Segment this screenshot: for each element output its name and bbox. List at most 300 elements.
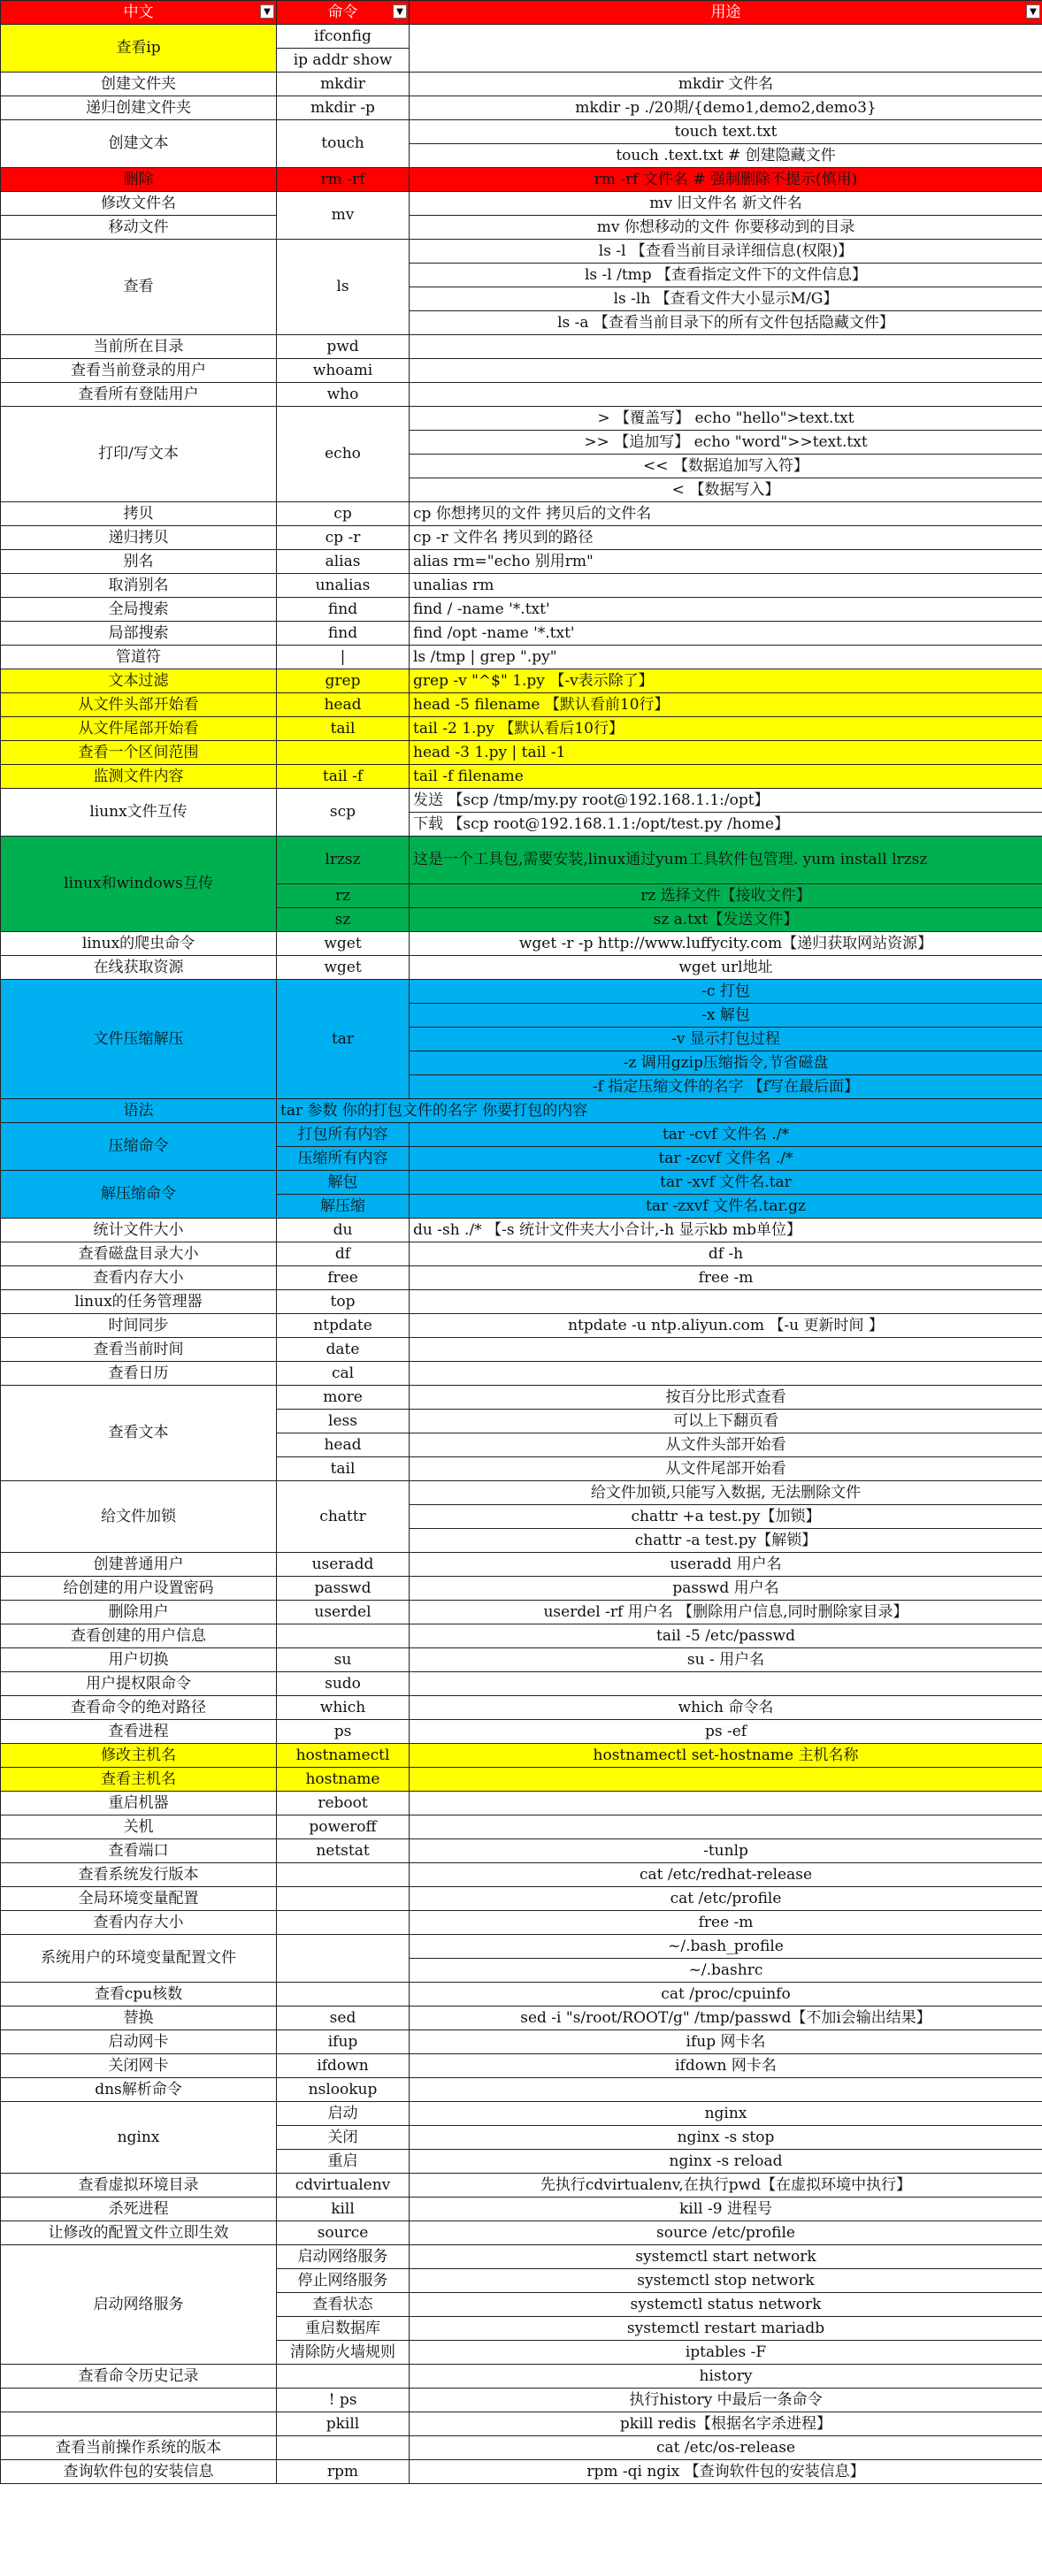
table-cell[interactable]: 查询软件包的安装信息 — [1, 2460, 277, 2484]
table-cell[interactable]: cp 你想拷贝的文件 拷贝后的文件名 — [410, 502, 1042, 526]
header-cell-chinese[interactable] — [1, 1, 277, 25]
table-cell[interactable]: systemctl restart mariadb — [410, 2317, 1042, 2341]
table-cell[interactable]: head -3 1.py | tail -1 — [410, 741, 1042, 765]
table-cell[interactable]: kill -9 进程号 — [410, 2198, 1042, 2221]
table-cell[interactable]: free -m — [410, 1266, 1042, 1290]
table-body — [1, 1, 1042, 2484]
table-cell[interactable]: sz a.txt【发送文件】 — [410, 908, 1042, 932]
table-cell[interactable]: mkdir -p — [277, 96, 410, 120]
table-row — [1, 932, 1042, 956]
table-cell[interactable]: linux的爬虫命令 — [1, 932, 277, 956]
table-cell[interactable]: lrzsz — [277, 837, 410, 884]
table-cell[interactable]: touch .text.txt # 创建隐藏文件 — [410, 144, 1042, 168]
table-row — [1, 1338, 1042, 1362]
table-cell[interactable]: 查看端口 — [1, 1839, 277, 1863]
table-cell[interactable]: mv 旧文件名 新文件名 — [410, 192, 1042, 216]
filter-dropdown-icon[interactable]: ▼ — [393, 4, 407, 19]
table-cell[interactable]: 让修改的配置文件立即生效 — [1, 2221, 277, 2245]
header-label: 用途 — [710, 3, 741, 21]
table-cell[interactable]: hostnamectl set-hostname 主机名称 — [410, 1744, 1042, 1768]
table-cell[interactable]: free -m — [410, 1911, 1042, 1935]
table-cell[interactable] — [410, 1672, 1042, 1696]
table-cell[interactable]: 查看创建的用户信息 — [1, 1624, 277, 1648]
table-cell[interactable]: ifconfig — [277, 25, 410, 49]
table-cell[interactable]: ls -l /tmp 【查看指定文件下的文件信息】 — [410, 264, 1042, 287]
table-cell[interactable]: useradd — [277, 1553, 410, 1577]
table-cell[interactable] — [277, 1911, 410, 1935]
table-cell[interactable]: 用户切换 — [1, 1648, 277, 1672]
table-cell[interactable] — [410, 1768, 1042, 1792]
table-cell[interactable]: su — [277, 1648, 410, 1672]
table-cell[interactable]: < 【数据写入】 — [410, 478, 1042, 502]
table-cell[interactable]: iptables -F — [410, 2341, 1042, 2365]
table-cell[interactable]: rm -rf 文件名 # 强制删除不提示(慎用) — [410, 168, 1042, 192]
table-cell[interactable]: cat /etc/os-release — [410, 2436, 1042, 2460]
table-cell[interactable]: netstat — [277, 1839, 410, 1863]
table-cell[interactable]: mkdir — [277, 73, 410, 96]
table-cell[interactable]: 查看内存大小 — [1, 1266, 277, 1290]
table-cell[interactable]: cdvirtualenv — [277, 2174, 410, 2198]
table-cell[interactable]: 解压缩 — [277, 1195, 410, 1219]
table-cell[interactable]: date — [277, 1338, 410, 1362]
table-cell[interactable]: 从文件头部开始看 — [1, 693, 277, 717]
table-cell[interactable]: 创建普通用户 — [1, 1553, 277, 1577]
table-cell[interactable]: cal — [277, 1362, 410, 1386]
table-cell[interactable]: 解包 — [277, 1171, 410, 1195]
table-cell[interactable]: ntpdate — [277, 1314, 410, 1338]
table-cell[interactable]: | — [277, 646, 410, 669]
table-cell[interactable]: 压缩命令 — [1, 1123, 277, 1171]
table-cell[interactable]: cat /etc/profile — [410, 1887, 1042, 1911]
table-cell[interactable]: useradd 用户名 — [410, 1553, 1042, 1577]
table-cell[interactable]: ip addr show — [277, 49, 410, 73]
table-cell[interactable]: ifup — [277, 2030, 410, 2054]
table-cell[interactable]: -z 调用gzip压缩指令,节省磁盘 — [410, 1051, 1042, 1075]
table-cell[interactable]: chattr -a test.py【解锁】 — [410, 1529, 1042, 1553]
table-cell[interactable]: 查看状态 — [277, 2293, 410, 2317]
table-cell[interactable]: 查看ip — [1, 25, 277, 73]
table-cell[interactable] — [410, 359, 1042, 383]
table-cell[interactable] — [410, 1338, 1042, 1362]
table-cell[interactable]: 打印/写文本 — [1, 407, 277, 502]
table-cell[interactable]: 监测文件内容 — [1, 765, 277, 789]
table-cell[interactable]: ~/.bash_profile — [410, 1935, 1042, 1959]
table-cell[interactable]: systemctl status network — [410, 2293, 1042, 2317]
table-cell[interactable]: rz 选择文件【接收文件】 — [410, 884, 1042, 908]
table-cell[interactable]: 从文件尾部开始看 — [410, 1457, 1042, 1481]
table-cell[interactable]: 文件压缩解压 — [1, 980, 277, 1099]
table-row — [1, 1863, 1042, 1887]
table-cell[interactable]: 查看当前操作系统的版本 — [1, 2436, 277, 2460]
table-cell[interactable]: 系统用户的环境变量配置文件 — [1, 1935, 277, 1983]
table-cell[interactable]: 执行history 中最后一条命令 — [410, 2389, 1042, 2412]
table-cell[interactable]: alias — [277, 550, 410, 574]
table-cell[interactable]: ls -a 【查看当前目录下的所有文件包括隐藏文件】 — [410, 311, 1042, 335]
table-cell[interactable]: touch — [277, 120, 410, 168]
table-cell[interactable]: echo — [277, 407, 410, 502]
table-cell[interactable]: 查看内存大小 — [1, 1911, 277, 1935]
table-cell[interactable]: 删除用户 — [1, 1601, 277, 1624]
table-cell[interactable]: rpm -qi ngix 【查询软件包的安装信息】 — [410, 2460, 1042, 2484]
table-cell[interactable]: > 【覆盖写】 echo "hello">text.txt — [410, 407, 1042, 431]
table-cell[interactable]: unalias rm — [410, 574, 1042, 598]
filter-dropdown-icon[interactable]: ▼ — [1026, 4, 1040, 19]
table-cell[interactable]: pkill redis【根据名字杀进程】 — [410, 2412, 1042, 2436]
table-cell[interactable]: mkdir 文件名 — [410, 73, 1042, 96]
table-row — [1, 2030, 1042, 2054]
table-cell[interactable]: 从文件尾部开始看 — [1, 717, 277, 741]
table-cell[interactable]: grep -v "^$" 1.py 【-v表示除了】 — [410, 669, 1042, 693]
table-cell[interactable] — [277, 2365, 410, 2389]
table-cell[interactable]: tar -zxvf 文件名.tar.gz — [410, 1195, 1042, 1219]
table-cell[interactable]: 查看磁盘目录大小 — [1, 1242, 277, 1266]
table-cell[interactable]: 停止网络服务 — [277, 2269, 410, 2293]
table-row — [1, 120, 1042, 144]
table-cell[interactable]: 打包所有内容 — [277, 1123, 410, 1147]
table-cell[interactable]: find — [277, 622, 410, 646]
table-cell[interactable]: who — [277, 383, 410, 407]
table-cell[interactable]: ! ps — [277, 2389, 410, 2412]
table-cell[interactable]: source /etc/profile — [410, 2221, 1042, 2245]
table-cell[interactable]: wget url地址 — [410, 956, 1042, 980]
table-cell[interactable]: tail — [277, 1457, 410, 1481]
table-cell[interactable] — [410, 335, 1042, 359]
table-row — [1, 1911, 1042, 1935]
table-cell[interactable]: cp — [277, 502, 410, 526]
table-row — [1, 502, 1042, 526]
table-cell[interactable]: 管道符 — [1, 646, 277, 669]
table-cell[interactable] — [277, 1935, 410, 1983]
table-cell[interactable]: 启动网络服务 — [1, 2245, 277, 2365]
table-cell[interactable]: ls /tmp | grep ".py" — [410, 646, 1042, 669]
table-cell[interactable]: >> 【追加写】 echo "word">>text.txt — [410, 431, 1042, 455]
table-cell[interactable]: more — [277, 1386, 410, 1410]
table-cell[interactable]: 创建文本 — [1, 120, 277, 168]
table-cell[interactable]: 语法 — [1, 1099, 277, 1123]
table-cell[interactable]: 重启机器 — [1, 1792, 277, 1815]
table-cell[interactable]: 全局环境变量配置 — [1, 1887, 277, 1911]
table-cell[interactable]: reboot — [277, 1792, 410, 1815]
table-cell[interactable]: 发送 【scp /tmp/my.py root@192.168.1.1:/opt】 — [410, 789, 1042, 813]
table-cell[interactable]: du — [277, 1219, 410, 1242]
table-cell[interactable]: head — [277, 693, 410, 717]
table-cell[interactable]: 先执行cdvirtualenv,在执行pwd【在虚拟环境中执行】 — [410, 2174, 1042, 2198]
table-row — [1, 1624, 1042, 1648]
table-cell[interactable]: 查看文本 — [1, 1386, 277, 1481]
table-row — [1, 1815, 1042, 1839]
table-cell[interactable]: -tunlp — [410, 1839, 1042, 1863]
table-cell[interactable]: ps — [277, 1720, 410, 1744]
table-cell[interactable]: userdel -rf 用户名 【删除用户信息,同时删除家目录】 — [410, 1601, 1042, 1624]
table-cell[interactable]: nginx — [410, 2102, 1042, 2126]
table-cell[interactable]: 修改文件名 — [1, 192, 277, 216]
table-row — [1, 2412, 1042, 2436]
table-cell[interactable]: rpm — [277, 2460, 410, 2484]
table-cell[interactable]: -x 解包 — [410, 1004, 1042, 1028]
table-cell[interactable]: dns解析命令 — [1, 2078, 277, 2102]
table-cell[interactable]: tail -5 /etc/passwd — [410, 1624, 1042, 1648]
table-cell[interactable]: 查看日历 — [1, 1362, 277, 1386]
table-cell[interactable]: ~/.bashrc — [410, 1959, 1042, 1983]
table-cell[interactable]: 按百分比形式查看 — [410, 1386, 1042, 1410]
table-cell[interactable]: 关闭 — [277, 2126, 410, 2150]
table-cell[interactable]: tar — [277, 980, 410, 1099]
table-cell[interactable]: unalias — [277, 574, 410, 598]
table-cell[interactable] — [277, 1983, 410, 2007]
table-cell[interactable]: chattr +a test.py【加锁】 — [410, 1505, 1042, 1529]
table-row — [1, 1696, 1042, 1720]
table-cell[interactable]: find /opt -name '*.txt' — [410, 622, 1042, 646]
table-row — [1, 669, 1042, 693]
table-cell[interactable]: 启动网卡 — [1, 2030, 277, 2054]
table-cell[interactable]: rz — [277, 884, 410, 908]
table-cell[interactable]: find / -name '*.txt' — [410, 598, 1042, 622]
header-label: 中文 — [123, 3, 154, 21]
table-cell[interactable] — [1, 2389, 277, 2412]
table-cell[interactable]: 取消别名 — [1, 574, 277, 598]
table-cell[interactable]: 查看cpu核数 — [1, 1983, 277, 2007]
table-cell[interactable]: 查看所有登陆用户 — [1, 383, 277, 407]
table-row — [1, 1792, 1042, 1815]
table-cell[interactable]: pwd — [277, 335, 410, 359]
table-cell[interactable]: linux的任务管理器 — [1, 1290, 277, 1314]
table-cell[interactable]: wget — [277, 956, 410, 980]
table-row — [1, 383, 1042, 407]
table-cell[interactable]: 递归创建文件夹 — [1, 96, 277, 120]
table-row — [1, 1648, 1042, 1672]
table-cell[interactable] — [277, 1863, 410, 1887]
table-cell[interactable]: passwd — [277, 1577, 410, 1601]
table-cell[interactable]: df -h — [410, 1242, 1042, 1266]
table-cell[interactable]: top — [277, 1290, 410, 1314]
table-row — [1, 1839, 1042, 1863]
table-cell[interactable] — [410, 2078, 1042, 2102]
table-cell[interactable]: chattr — [277, 1481, 410, 1553]
table-cell[interactable]: alias rm="echo 别用rm" — [410, 550, 1042, 574]
table-cell[interactable]: df — [277, 1242, 410, 1266]
table-cell[interactable]: 查看命令历史记录 — [1, 2365, 277, 2389]
table-cell[interactable]: head — [277, 1433, 410, 1457]
table-cell[interactable]: pkill — [277, 2412, 410, 2436]
table-cell[interactable]: cp -r 文件名 拷贝到的路径 — [410, 526, 1042, 550]
table-cell[interactable]: 可以上下翻页看 — [410, 1410, 1042, 1433]
table-cell[interactable]: poweroff — [277, 1815, 410, 1839]
table-cell[interactable]: 局部搜索 — [1, 622, 277, 646]
table-cell[interactable]: 查看虚拟环境目录 — [1, 2174, 277, 2198]
table-cell[interactable]: 查看进程 — [1, 1720, 277, 1744]
table-cell[interactable]: cat /etc/redhat-release — [410, 1863, 1042, 1887]
table-cell[interactable]: userdel — [277, 1601, 410, 1624]
table-cell[interactable]: passwd 用户名 — [410, 1577, 1042, 1601]
table-cell[interactable]: 重启 — [277, 2150, 410, 2174]
table-cell[interactable]: ifdown — [277, 2054, 410, 2078]
table-cell[interactable]: which 命令名 — [410, 1696, 1042, 1720]
table-cell[interactable]: grep — [277, 669, 410, 693]
table-cell[interactable]: mv 你想移动的文件 你要移动到的目录 — [410, 216, 1042, 240]
table-cell[interactable]: liunx文件互传 — [1, 789, 277, 837]
table-cell[interactable]: nginx -s reload — [410, 2150, 1042, 2174]
table-cell[interactable]: tar -zcvf 文件名 ./* — [410, 1147, 1042, 1171]
table-cell[interactable]: systemctl start network — [410, 2245, 1042, 2269]
table-row — [1, 168, 1042, 192]
table-cell[interactable]: source — [277, 2221, 410, 2245]
table-row — [1, 1266, 1042, 1290]
table-cell[interactable]: nginx -s stop — [410, 2126, 1042, 2150]
table-cell[interactable]: 当前所在目录 — [1, 335, 277, 359]
table-cell[interactable]: 移动文件 — [1, 216, 277, 240]
table-cell[interactable]: << 【数据追加写入符】 — [410, 455, 1042, 478]
table-row — [1, 717, 1042, 741]
table-cell[interactable]: 杀死进程 — [1, 2198, 277, 2221]
table-cell[interactable]: free — [277, 1266, 410, 1290]
table-cell[interactable]: 删除 — [1, 168, 277, 192]
table-cell[interactable]: su - 用户名 — [410, 1648, 1042, 1672]
table-cell[interactable] — [410, 25, 1042, 73]
table-row — [1, 216, 1042, 240]
table-cell[interactable]: 这是一个工具包,需要安装,linux通过yum工具软件包管理. yum install lrzsz — [410, 837, 1042, 884]
table-cell[interactable]: 给文件加锁,只能写入数据, 无法删除文件 — [410, 1481, 1042, 1505]
header-cell-command[interactable] — [277, 1, 410, 25]
table-cell[interactable]: 时间同步 — [1, 1314, 277, 1338]
table-cell[interactable]: 关机 — [1, 1815, 277, 1839]
table-cell[interactable]: 修改主机名 — [1, 1744, 277, 1768]
table-cell[interactable]: ls — [277, 240, 410, 335]
table-cell[interactable]: hostnamectl — [277, 1744, 410, 1768]
table-cell[interactable]: whoami — [277, 359, 410, 383]
table-cell[interactable]: 递归拷贝 — [1, 526, 277, 550]
table-cell[interactable]: kill — [277, 2198, 410, 2221]
table-cell[interactable]: tar 参数 你的打包文件的名字 你要打包的内容 — [277, 1099, 1042, 1123]
table-cell[interactable]: 清除防火墙规则 — [277, 2341, 410, 2365]
table-cell[interactable]: cat /proc/cpuinfo — [410, 1983, 1042, 2007]
table-cell[interactable] — [277, 1624, 410, 1648]
table-cell[interactable]: 压缩所有内容 — [277, 1147, 410, 1171]
table-cell[interactable]: less — [277, 1410, 410, 1433]
table-row — [1, 741, 1042, 765]
table-cell[interactable]: sz — [277, 908, 410, 932]
table-row — [1, 1099, 1042, 1123]
table-cell[interactable]: ntpdate -u ntp.aliyun.com 【-u 更新时间 】 — [410, 1314, 1042, 1338]
table-cell[interactable]: hostname — [277, 1768, 410, 1792]
table-cell[interactable]: 查看当前时间 — [1, 1338, 277, 1362]
filter-dropdown-icon[interactable]: ▼ — [260, 4, 274, 19]
table-cell[interactable]: 别名 — [1, 550, 277, 574]
table-cell[interactable]: rm -rf — [277, 168, 410, 192]
table-row — [1, 1219, 1042, 1242]
table-cell[interactable]: 重启数据库 — [277, 2317, 410, 2341]
table-cell[interactable] — [410, 1290, 1042, 1314]
table-cell[interactable]: tail -f — [277, 765, 410, 789]
table-cell[interactable] — [277, 2436, 410, 2460]
table-cell[interactable]: nslookup — [277, 2078, 410, 2102]
table-cell[interactable]: 文本过滤 — [1, 669, 277, 693]
table-cell[interactable]: 查看系统发行版本 — [1, 1863, 277, 1887]
table-cell[interactable]: mkdir -p ./20期/{demo1,demo2,demo3} — [410, 96, 1042, 120]
table-cell[interactable]: 统计文件大小 — [1, 1219, 277, 1242]
table-cell[interactable] — [410, 1362, 1042, 1386]
table-cell[interactable]: tail -f filename — [410, 765, 1042, 789]
table-cell[interactable]: 创建文件夹 — [1, 73, 277, 96]
table-cell[interactable] — [410, 1815, 1042, 1839]
table-cell[interactable] — [277, 741, 410, 765]
table-cell[interactable]: 从文件头部开始看 — [410, 1433, 1042, 1457]
table-cell[interactable]: ifup 网卡名 — [410, 2030, 1042, 2054]
table-cell[interactable]: 查看 — [1, 240, 277, 335]
table-cell[interactable]: ps -ef — [410, 1720, 1042, 1744]
table-cell[interactable]: which — [277, 1696, 410, 1720]
table-cell[interactable]: mv — [277, 192, 410, 240]
table-cell[interactable]: 下载 【scp root@192.168.1.1:/opt/test.py /home】 — [410, 813, 1042, 837]
table-cell[interactable]: tail — [277, 717, 410, 741]
table-cell[interactable]: wget -r -p http://www.luffycity.com【递归获取网站资源】 — [410, 932, 1042, 956]
table-row — [1, 1672, 1042, 1696]
table-cell[interactable]: history — [410, 2365, 1042, 2389]
table-cell[interactable]: 拷贝 — [1, 502, 277, 526]
table-cell[interactable] — [1, 2412, 277, 2436]
table-cell[interactable]: 解压缩命令 — [1, 1171, 277, 1219]
table-cell[interactable]: systemctl stop network — [410, 2269, 1042, 2293]
table-cell[interactable]: tar -xvf 文件名.tar — [410, 1171, 1042, 1195]
table-row — [1, 2365, 1042, 2389]
table-cell[interactable]: sed — [277, 2007, 410, 2030]
table-cell[interactable]: touch text.txt — [410, 120, 1042, 144]
table-cell[interactable]: -c 打包 — [410, 980, 1042, 1004]
table-cell[interactable]: ifdown 网卡名 — [410, 2054, 1042, 2078]
table-row — [1, 622, 1042, 646]
table-cell[interactable]: nginx — [1, 2102, 277, 2174]
table-cell[interactable]: 用户提权限命令 — [1, 1672, 277, 1696]
table-cell[interactable]: 在线获取资源 — [1, 956, 277, 980]
table-row — [1, 1601, 1042, 1624]
table-cell[interactable]: 查看当前登录的用户 — [1, 359, 277, 383]
table-cell[interactable]: wget — [277, 932, 410, 956]
table-cell[interactable]: 查看一个区间范围 — [1, 741, 277, 765]
table-cell[interactable]: tail -2 1.py 【默认看后10行】 — [410, 717, 1042, 741]
table-row — [1, 550, 1042, 574]
table-cell[interactable]: scp — [277, 789, 410, 837]
table-cell[interactable]: 给创建的用户设置密码 — [1, 1577, 277, 1601]
table-cell[interactable]: 关闭网卡 — [1, 2054, 277, 2078]
table-cell[interactable]: 给文件加锁 — [1, 1481, 277, 1553]
table-cell[interactable]: -v 显示打包过程 — [410, 1028, 1042, 1051]
header-cell-usage[interactable] — [410, 1, 1042, 25]
table-cell[interactable]: 全局搜索 — [1, 598, 277, 622]
table-cell[interactable]: 替换 — [1, 2007, 277, 2030]
table-cell[interactable]: 查看命令的绝对路径 — [1, 1696, 277, 1720]
table-cell[interactable]: find — [277, 598, 410, 622]
table-cell[interactable]: 启动网络服务 — [277, 2245, 410, 2269]
table-row — [1, 1386, 1042, 1410]
table-cell[interactable]: 启动 — [277, 2102, 410, 2126]
table-cell[interactable] — [277, 1887, 410, 1911]
table-cell[interactable]: sudo — [277, 1672, 410, 1696]
table-cell[interactable] — [410, 1792, 1042, 1815]
table-cell[interactable]: ls -lh 【查看文件大小显示M/G】 — [410, 287, 1042, 311]
table-cell[interactable] — [410, 383, 1042, 407]
table-row — [1, 574, 1042, 598]
table-cell[interactable]: cp -r — [277, 526, 410, 550]
table-cell[interactable]: 查看主机名 — [1, 1768, 277, 1792]
table-cell[interactable]: -f 指定压缩文件的名字 【f写在最后面】 — [410, 1075, 1042, 1099]
table-cell[interactable]: sed -i "s/root/ROOT/g" /tmp/passwd【不加i会输出结果】 — [410, 2007, 1042, 2030]
table-cell[interactable]: head -5 filename 【默认看前10行】 — [410, 693, 1042, 717]
table-cell[interactable]: ls -l 【查看当前目录详细信息(权限)】 — [410, 240, 1042, 264]
table-cell[interactable]: du -sh ./* 【-s 统计文件夹大小合计,-h 显示kb mb单位】 — [410, 1219, 1042, 1242]
table-cell[interactable]: linux和windows互传 — [1, 837, 277, 932]
table-cell[interactable]: tar -cvf 文件名 ./* — [410, 1123, 1042, 1147]
header-row — [1, 1, 1042, 25]
table-row — [1, 2054, 1042, 2078]
